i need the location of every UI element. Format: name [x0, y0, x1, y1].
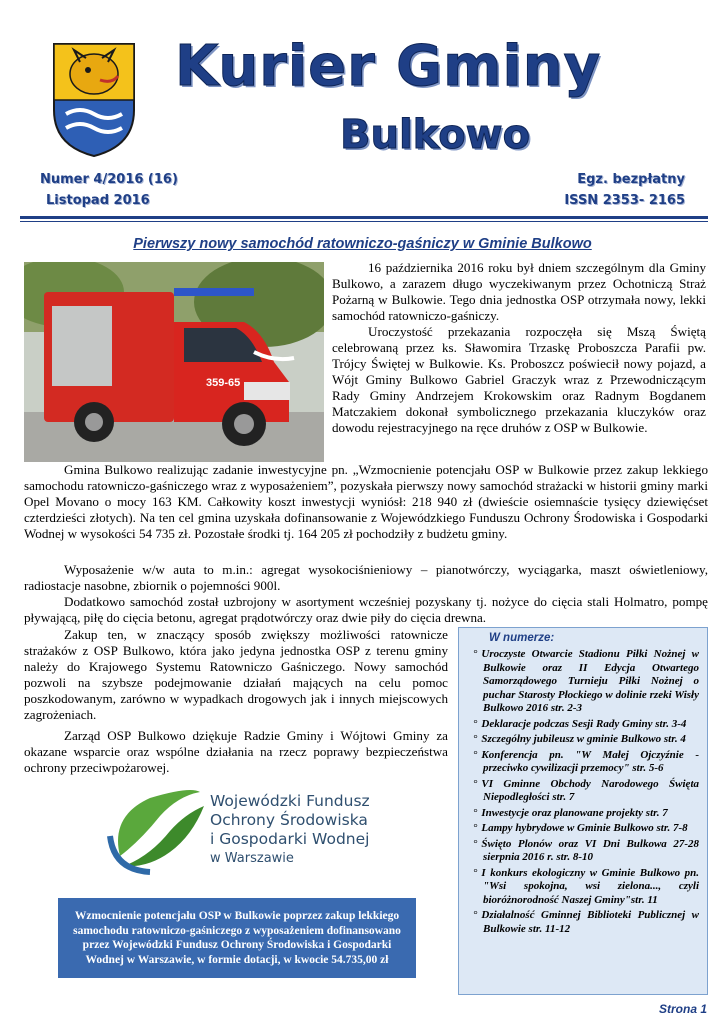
additional-equipment-paragraph: Dodatkowo samochód został uzbrojony w asortyment wcześniej pozyskany tj. nożyce do cięcia stali Holmatro, pompę pływającą, piłę do cięcia betonu, agregat prądotwórczy oraz dwie piły do cięcia drewna.	[24, 594, 708, 625]
fund-name-line: w Warszawie	[210, 851, 294, 866]
price-label: Egz. bezpłatny	[577, 172, 685, 187]
gmina-crest-icon	[50, 40, 138, 158]
contents-list	[459, 648, 707, 936]
header-rule	[20, 216, 708, 219]
ceremony-paragraph: Uroczystość przekazania rozpoczęła się Mszą Świętą celebrowaną przez ks. Sławomira Trzaskę Proboszcza Parafii pw. Trójcy Świętej w Bulkowie. Ks. Proboszcz poświecił nowy pojazd, a Wójt Gminy Bulkowo Gabriel Graczyk wraz z Przewodniczącym Rady Gminy Andrzejem Krokowskim oraz Radnym Bogdanem Matczakiem dokonał symbolicznego przekazania kluczyków oraz dowodu rejestracyjnego na ręce druhów z OSP w Bulkowie.	[332, 324, 706, 435]
issue-number: Numer 4/2016 (16)	[40, 172, 178, 187]
equipment-paragraph: Wyposażenie w/w auta to m.in.: agregat wysokociśnieniowy – pianotwórczy, wyciągarka, maszt oświetleniowy, radiostacje nasobne, zbiornik o pojemności 900l.	[24, 562, 708, 593]
fire-truck-photo	[24, 262, 324, 462]
contents-item: ° Działalność Gminnej Biblioteki Publicznej w Bulkowie str. 11-12	[467, 909, 699, 936]
funding-banner	[58, 898, 416, 978]
fund-name-line: i Gospodarki Wodnej	[210, 830, 370, 848]
vehicle-number: 359-65	[206, 377, 241, 389]
contents-item: ° Szczególny jubileusz w gminie Bulkowo str. 4	[467, 733, 699, 747]
article-headline: Pierwszy nowy samochód ratowniczo-gaśniczy w Gminie Bulkowo	[133, 236, 592, 252]
fund-name-line: Wojewódzki Fundusz	[210, 792, 370, 810]
newspaper-subtitle: Bulkowo	[340, 112, 531, 158]
contents-item: ° VI Gminne Obchody Narodowego Święta Niepodległości str. 7	[467, 778, 699, 805]
contents-title: W numerze:	[489, 632, 555, 644]
contents-box	[458, 627, 708, 995]
contents-item: ° Deklaracje podczas Sesji Rady Gminy str. 3-4	[467, 718, 699, 732]
intro-paragraph: 16 października 2016 roku był dniem szczególnym dla Gminy Bulkowo, a zarazem długo wyczekiwanym przez Ochotniczą Straż Pożarną w Bulkowie. Tego dnia jednostka OSP otrzymała nowy, lekki samochód ratowniczo-gaśniczy.	[332, 260, 706, 323]
contents-item: ° Uroczyste Otwarcie Stadionu Piłki Nożnej w Bulkowie oraz II Edycja Otwartego Samorządowego Turnieju Piłki Nożnej o puchar Starosty Płockiego w dolinie rzeki Wisły Bulkowo 2016 str. 2-3	[467, 648, 699, 716]
page-number: Strona 1	[658, 1002, 707, 1016]
issue-date: Listopad 2016	[46, 193, 150, 208]
header-rule-thin	[20, 221, 708, 222]
issn-label: ISSN 2353- 2165	[564, 193, 685, 208]
thanks-paragraph: Zarząd OSP Bulkowo dziękuje Radzie Gminy i Wójtowi Gminy za okazane wsparcie oraz wspólne działania na rzecz poprawy bezpieczeństwa ochrony przeciwpożarowej.	[24, 728, 448, 775]
contents-item: ° Inwestycje oraz planowane projekty str. 7	[467, 807, 699, 821]
impact-paragraph: Zakup ten, w znaczący sposób zwiększy możliwości ratownicze strażaków z OSP Bulkowo, która jako jedyna jednostka OSP z terenu gminy należy do Krajowego Systemu Ratowniczo Gaśniczego. Nowy samochód pozwoli na szybsze podejmowanie działań mających na celu pomoc poszkodowanym, zarówno w wypadkach drogowych jak i innych miejscowych zagrożeniach.	[24, 627, 448, 722]
funding-banner-text: Wzmocnienie potencjału OSP w Bulkowie poprzez zakup lekkiego samochodu ratowniczo-gaśniczego z wyposażeniem dofinansowano przez Wojewódzki Fundusz Ochrony Środowiska i Gospodarki Wodnej w Warszawie, w formie dotacji, w kwocie 54.735,00 zł	[73, 910, 401, 966]
fund-name-line: Ochrony Środowiska	[210, 811, 368, 829]
contents-item: ° Święto Plonów oraz VI Dni Bulkowa 27-28 sierpnia 2016 r. str. 8-10	[467, 838, 699, 865]
newspaper-title: Kurier Gminy	[175, 34, 602, 99]
contents-item: ° Lampy hybrydowe w Gminie Bulkowo str. 7-8	[467, 822, 699, 836]
fund-name	[210, 792, 370, 868]
contents-item: ° Konferencja pn. "W Małej Ojczyźnie - przeciwko cywilizacji przemocy" str. 5-6	[467, 749, 699, 776]
contents-item: ° I konkurs ekologiczny w Gminie Bulkowo pn. "Wsi spokojna, wsi zielona..., czyli bioróżnorodność Naszej Gminy"str. 11	[467, 867, 699, 908]
investment-paragraph: Gmina Bulkowo realizując zadanie inwestycyjne pn. „Wzmocnienie potencjału OSP w Bulkowie przez zakup lekkiego samochodu ratowniczo-gaśniczego wraz z wyposażeniem”, pozyskała pierwszy nowy samochód strażacki w historii gminy marki Opel Movano o mocy 163 KM. Całkowity koszt inwestycji wyniósł: 218 940 zł (dwieście osiemnaście tysięcy dziewięćset czterdzieści złotych). Na ten cel gmina uzyskała dofinansowanie z Wojewódzkiego Funduszu Ochrony Środowiska i Gospodarki Wodnej w wysokości 54 735 zł. Pozostałe środki tj. 164 205 zł pochodziły z budżetu gminy.	[24, 462, 708, 541]
